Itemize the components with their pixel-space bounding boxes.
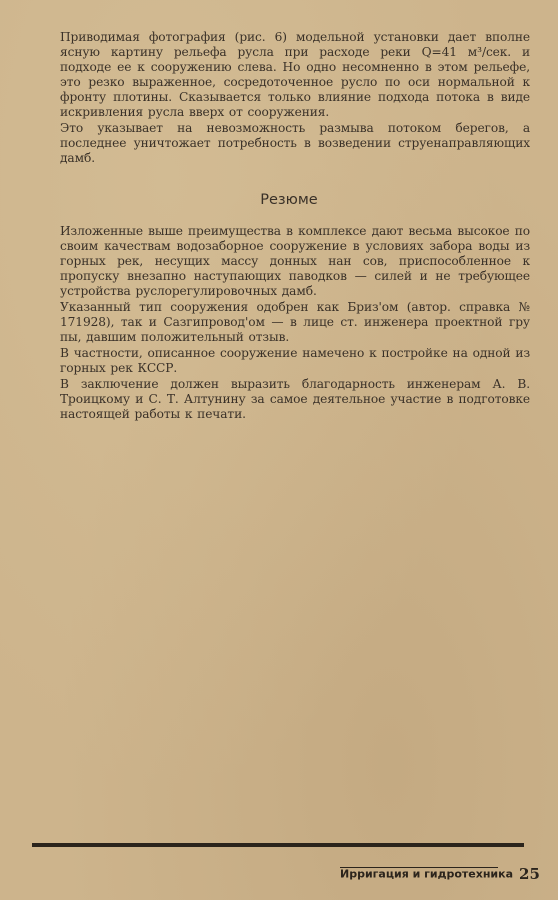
- page-number: 25: [519, 865, 540, 883]
- summary-paragraph-2: Указанный тип сооружения одобрен как Бриз'ом (автор. справка № 171928), так и Сазгипровод'ом — в лице ст. инженера проектной гру пы, давшим положительный отзыв.: [60, 300, 530, 344]
- page-body: [60, 30, 530, 423]
- summary-paragraph-4: В заключение должен выразить благодарность инженерам А. В. Троицкому и С. Т. Алтунину за самое деятельное участие в подготовке настоящей работы к печати.: [60, 377, 530, 421]
- journal-title: Ирригация и гидротехника: [340, 867, 514, 881]
- summary-paragraph-1: Изложенные выше преимущества в комплексе дают весьма высокое по своим качествам водозаборное сооружение в условиях забора воды из горных рек, несущих массу донных нан сов, приспособленное к пропуску внезапно наступающих паводков — силей и не требующее устройства руслорегулировочных дамб.: [60, 224, 530, 298]
- body-paragraph-1: Приводимая фотография (рис. 6) модельной установки дает вполне ясную картину рельефа русла при расходе реки Q=41 м³/сек. и подходе ее к сооружению слева. Но одно несомненно в этом рельефе, это резко выраженное, сосредоточенное русло по оси нормальной к фронту плотины. Сказывается только влияние подхода потока в виде искривления русла вверх от сооружения.: [60, 30, 530, 119]
- footer-divider: [32, 843, 524, 847]
- page-footer: [340, 865, 540, 883]
- body-paragraph-2: Это указывает на невозможность размыва потоком берегов, а последнее уничтожает потребность в возведении струенаправляющих дамб.: [60, 121, 530, 165]
- section-heading: Резюме: [260, 192, 318, 208]
- summary-paragraph-3: В частности, описанное сооружение намечено к постройке на одной из горных рек КССР.: [60, 346, 530, 375]
